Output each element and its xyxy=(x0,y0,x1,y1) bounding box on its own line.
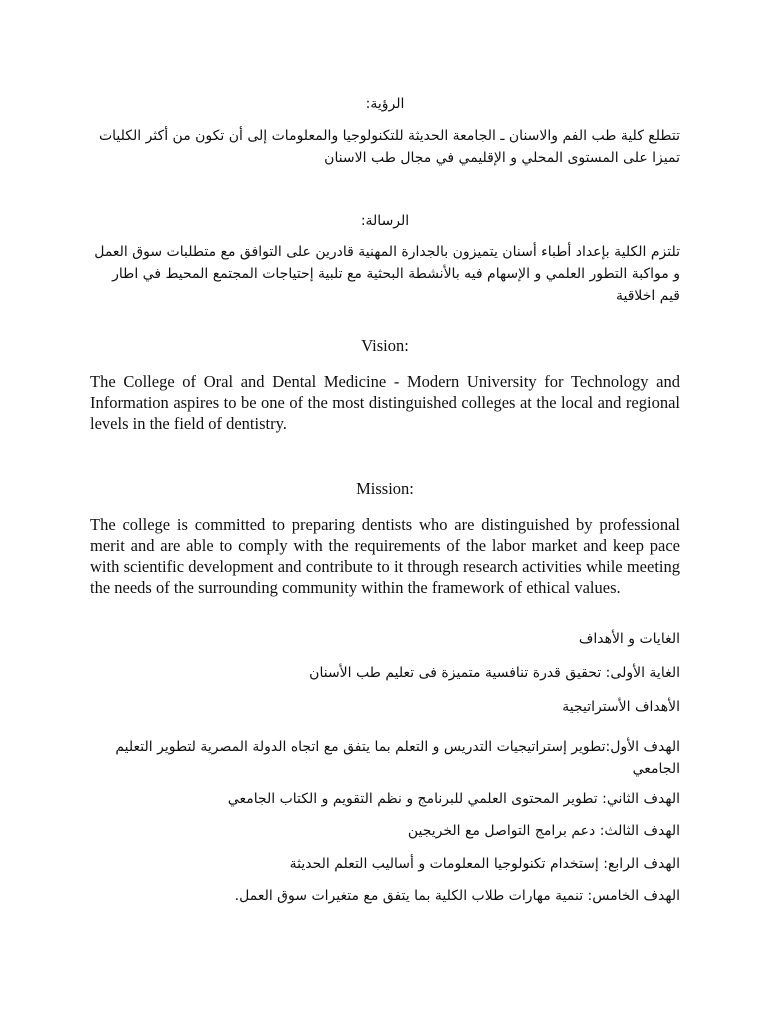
mission-heading: Mission: xyxy=(356,479,414,498)
objective-item: الهدف الثاني: تطوير المحتوى العلمي للبرنامج و نظم التقويم و الكتاب الجامعي xyxy=(227,791,680,807)
arabic-mission-text: تلتزم الكلية بإعداد أطباء أسنان يتميزون بالجدارة المهنية قادرين على التوافق مع متطلبات سوق العمل و مواكبة التطور العلمي و الإسهام فيه بالأنشطة البحثية مع تلبية إحتياجات المجتمع المحيط في اطار قيم اخلاقية xyxy=(94,244,680,304)
arabic-vision-heading: الرؤية: xyxy=(365,96,405,112)
document-page xyxy=(90,0,680,1024)
vision-text: The College of Oral and Dental Medicine - Modern University for Technology and Information aspires to be one of the most distinguished colleges at the local and regional levels in the field of dentistry. xyxy=(90,372,680,433)
first-goal: الغاية الأولى: تحقيق قدرة تنافسية متميزة فى تعليم طب الأسنان xyxy=(309,665,680,681)
objective-item: الهدف الرابع: إستخدام تكنولوجيا المعلومات و أساليب التعلم الحديثة xyxy=(289,856,680,872)
mission-text: The college is committed to preparing dentists who are distinguished by professional merit and are able to comply with the requirements of the labor market and keep pace with scientific development and contribute to it through research activities while meeting the needs of the surrounding community within the framework of ethical values. xyxy=(90,515,680,597)
vision-heading: Vision: xyxy=(361,336,409,355)
objective-item: الهدف الثالث: دعم برامج التواصل مع الخريجين xyxy=(407,823,680,839)
goals-heading: الغايات و الأهداف xyxy=(578,631,680,647)
objective-item: الهدف الخامس: تنمية مهارات طلاب الكلية بما يتفق مع متغيرات سوق العمل. xyxy=(234,888,680,904)
strategic-objectives-heading: الأهداف الأستراتيجية xyxy=(562,699,680,715)
objective-item: الهدف الأول:تطوير إستراتيجيات التدريس و التعلم بما يتفق مع اتجاه الدولة المصرية لتطوير التعليم الجامعي xyxy=(115,739,680,777)
arabic-mission-heading: الرسالة: xyxy=(360,213,410,229)
arabic-vision-text: تتطلع كلية طب الفم والاسنان ـ الجامعة الحديثة للتكنولوجيا والمعلومات إلى أن تكون من أكثر الكليات تميزا على المستوى المحلي و الإقليمي في مجال طب الاسنان xyxy=(98,128,680,166)
